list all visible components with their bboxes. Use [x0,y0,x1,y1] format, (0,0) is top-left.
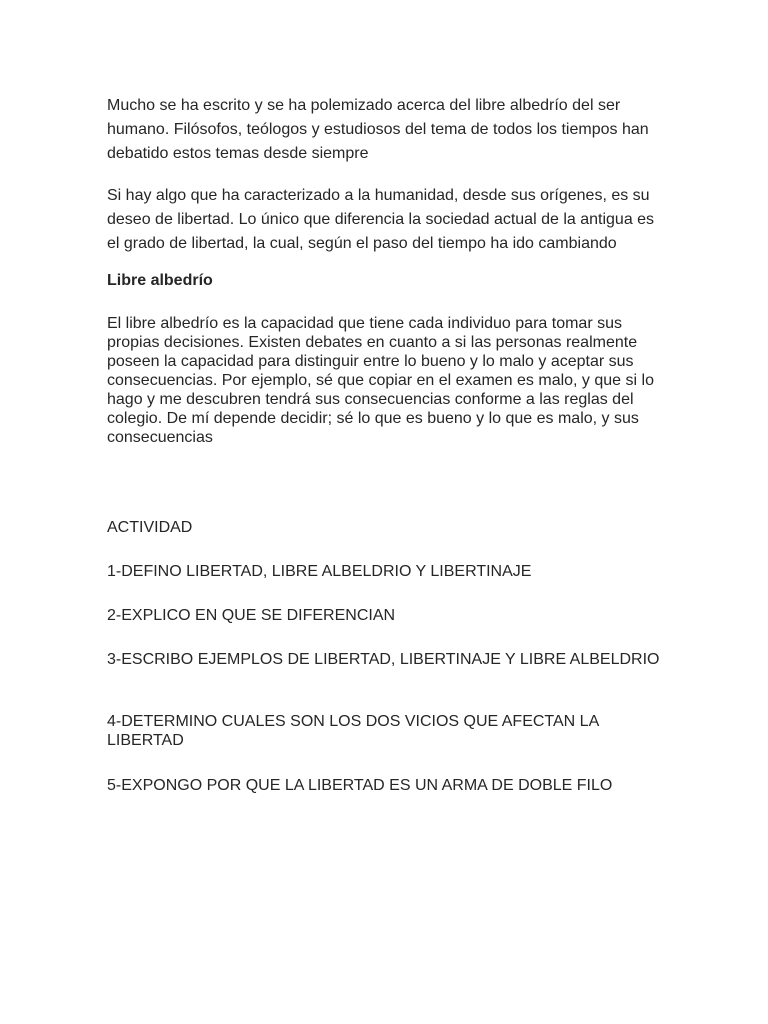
activity-item-5: 5-EXPONGO POR QUE LA LIBERTAD ES UN ARMA DE DOBLE FILO [107,777,613,794]
activity-item-2: 2-EXPLICO EN QUE SE DIFERENCIAN [107,607,396,624]
section-heading: Libre albedrío [107,272,213,289]
section-paragraph: El libre albedrío es la capacidad que tiene cada individuo para tomar sus propias decisiones. Existen debates en cuanto a si las personas realmente poseen la capacidad para distinguir entre lo bueno y lo malo y aceptar sus consecuencias. Por ejemplo, sé que copiar en el examen es malo, y que si lo hago y me descubren tendrá sus consecuencias conforme a las reglas del colegio. De mí depende decidir; sé lo que es bueno y lo que es malo, y sus consecuencias [107,315,654,446]
activity-item-3: 3-ESCRIBO EJEMPLOS DE LIBERTAD, LIBERTINAJE Y LIBRE ALBELDRIO [107,651,660,668]
activity-item-1: 1-DEFINO LIBERTAD, LIBRE ALBELDRIO Y LIBERTINAJE [107,563,532,580]
intro-paragraph-2: Si hay algo que ha caracterizado a la humanidad, desde sus orígenes, es su deseo de libertad. Lo único que diferencia la sociedad actual de la antigua es el grado de libertad, la cual, según el paso del tiempo ha ido cambiando [107,187,655,252]
intro-paragraph-1: Mucho se ha escrito y se ha polemizado acerca del libre albedrío del ser humano. Filósofos, teólogos y estudiosos del tema de todos los tiempos han debatido estos temas desde siempre [107,97,649,162]
activity-title: ACTIVIDAD [107,519,193,536]
activity-item-4: 4-DETERMINO CUALES SON LOS DOS VICIOS QUE AFECTAN LA LIBERTAD [107,713,599,749]
